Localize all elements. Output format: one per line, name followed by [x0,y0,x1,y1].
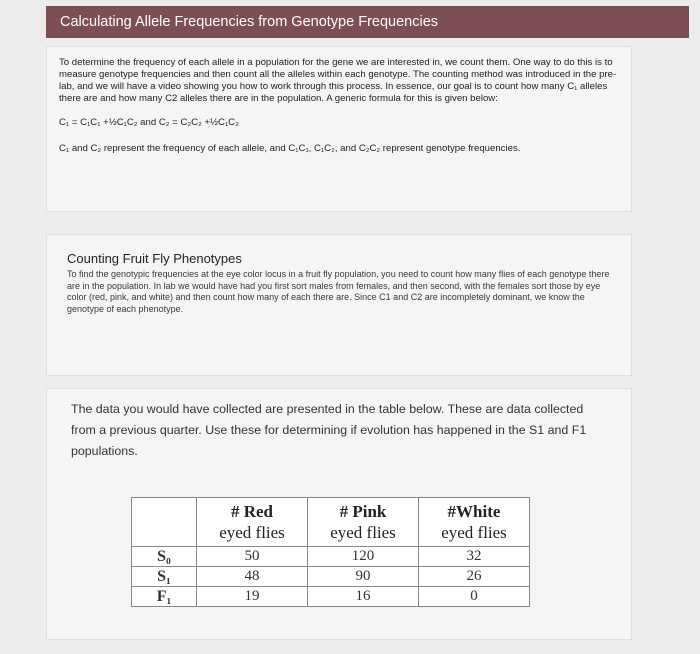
header-pink [308,498,419,547]
data-section [46,388,632,640]
header-red [197,498,308,547]
header-pink-line1: # Pink [339,502,387,521]
table-row [132,547,530,567]
section-title-bar [46,6,689,38]
row-label: F₁ [132,587,197,607]
fly-count-table [131,497,530,607]
cell-red: 48 [197,567,308,587]
cell-red: 19 [197,587,308,607]
cell-white: 0 [419,587,530,607]
phenotypes-heading: Counting Fruit Fly Phenotypes [67,251,242,266]
fruit-fly-phenotypes-section [46,234,632,376]
phenotypes-body: To find the genotypic frequencies at the eye color locus in a fruit fly population, you need to count how many flies of each genotype there are in the population. In lab we would have had you first sort males from females, and then second, with the females sort those by eye color (red, pink, and white) and then count how many of each there are. Since C1 and C2 are incompletely dominant, we know the genotype of each phenotype. [67,269,610,314]
header-pink-line2: eyed flies [330,523,396,542]
header-white [419,498,530,547]
allele-formula: C₁ = C₁C₁ +½C₁C₂ and C₂ = C₂C₂ +½C₁C₂ [59,117,239,128]
row-label: S₁ [132,567,197,587]
table-row [132,587,530,607]
row-label: S₀ [132,547,197,567]
formula-definition: C₁ and C₂ represent the frequency of each allele, and C₁C₁, C₁C₂, and C₂C₂ represent genotype frequencies. [59,143,521,154]
allele-frequency-explanation [46,46,632,212]
header-red-line1: # Red [230,502,274,521]
cell-red: 50 [197,547,308,567]
data-intro: The data you would have collected are presented in the table below. These are data collected from a previous quarter. Use these for determining if evolution has happened in the S1 and F1 populations. [71,402,587,458]
table-row [132,567,530,587]
header-white-line2: eyed flies [441,523,507,542]
cell-white: 32 [419,547,530,567]
cell-pink: 120 [308,547,419,567]
cell-white: 26 [419,567,530,587]
header-red-line2: eyed flies [219,523,285,542]
cell-pink: 16 [308,587,419,607]
header-white-line1: #White [447,502,501,521]
table-corner-cell [132,498,197,547]
cell-pink: 90 [308,567,419,587]
explanation-paragraph: To determine the frequency of each allele in a population for the gene we are interested in, we count them. One way to do this is to measure genotype frequencies and then count all the alleles within each genotype. The counting method was introduced in the pre-lab, and we will have a video showing you how to work through this process. In essence, our goal is to count how many C₁ alleles there are and how many C2 alleles there are in the population. A generic formula for this is given below: [59,57,617,104]
table-header-row [132,498,530,547]
page-title: Calculating Allele Frequencies from Genotype Frequencies [60,14,439,30]
